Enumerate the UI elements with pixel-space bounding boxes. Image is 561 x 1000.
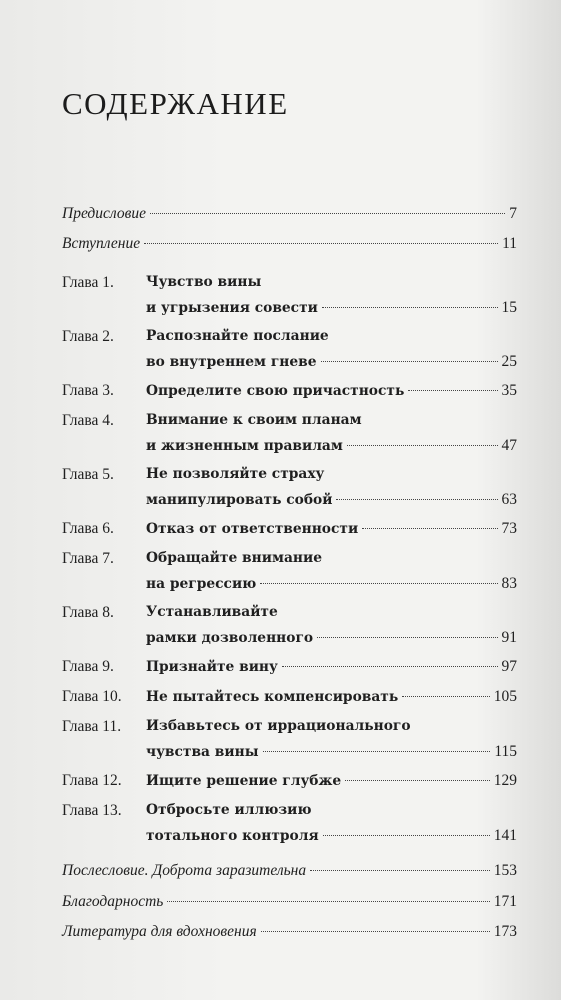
dot-leader [144,243,498,244]
chapter-title-line [146,654,517,680]
chapter-title [146,798,517,849]
chapter-title-text: Отказ от ответственности [146,521,359,537]
toc-chapter-entry[interactable] [62,270,517,320]
toc-chapter-entry[interactable] [62,714,517,764]
chapter-title-line [146,571,517,597]
chapter-title-line [146,295,517,321]
chapter-title [146,684,517,710]
chapter-title-text: Обращайте внимание [146,550,322,566]
chapter-title-text: рамки дозволенного [146,630,314,646]
dot-leader [261,931,490,932]
chapter-title [146,462,517,513]
chapter-title-line [146,714,517,739]
dot-leader [317,637,497,638]
dot-leader [345,780,490,781]
chapter-title-text: Чувство вины [146,274,262,290]
toc-page-number: 73 [501,520,517,537]
chapter-title-line [146,349,517,375]
toc-page-number: 115 [494,743,517,760]
dot-leader [150,213,505,214]
toc-chapter-entry[interactable] [62,378,517,403]
chapter-title-line [146,546,517,571]
chapter-title [146,324,517,375]
toc-chapter-entry[interactable] [62,462,517,512]
toc-entry-line [62,889,517,914]
toc-entry[interactable] [62,858,517,883]
chapter-title-text: Внимание к своим планам [146,412,362,428]
chapter-number: Глава 6. [62,520,114,537]
chapter-title-text: чувства вины [146,744,259,760]
toc-chapter-entry[interactable] [62,600,517,650]
chapter-title [146,516,517,542]
toc-entry-line [62,919,517,944]
dot-leader [408,390,497,391]
chapter-title [146,654,517,680]
toc-page-number: 35 [501,382,517,399]
chapter-title-text: на регрессию [146,576,257,592]
chapter-title [146,714,517,765]
toc-page-number: 153 [493,862,517,879]
chapter-title-text: Избавьтесь от иррационального [146,718,411,734]
dot-leader [321,361,498,362]
chapter-title-text: Ищите решение глубже [146,773,342,789]
dot-leader [282,666,498,667]
chapter-number: Глава 7. [62,550,114,567]
chapter-title-line [146,798,517,823]
chapter-number: Глава 9. [62,658,114,675]
toc-entry-line [62,201,517,226]
dot-leader [310,870,490,871]
toc-page-number: 97 [501,658,517,675]
toc-page-number: 173 [493,923,517,940]
chapter-title-text: Не позволяйте страху [146,466,325,482]
toc-entry-label: Вступление [62,235,141,252]
toc-chapter-entry[interactable] [62,684,517,709]
chapter-title-line [146,462,517,487]
toc-page-number: 171 [493,893,517,910]
chapter-title-line [146,684,517,710]
toc-entry-line [62,858,517,883]
chapter-title [146,768,517,794]
chapter-title [146,378,517,404]
chapter-title-text: во внутреннем гневе [146,354,317,370]
chapter-number: Глава 8. [62,604,114,621]
toc-entry[interactable] [62,231,517,256]
chapter-number: Глава 3. [62,382,114,399]
toc-chapter-entry[interactable] [62,324,517,374]
toc-page-number: 129 [493,772,517,789]
chapter-number: Глава 11. [62,718,122,735]
toc-page-number: 7 [509,205,517,222]
toc-page-number: 63 [501,491,517,508]
chapter-title-text: Отбросьте иллюзию [146,802,312,818]
chapter-title-text: тотального контроля [146,828,319,844]
toc-chapter-entry[interactable] [62,516,517,541]
dot-leader [260,583,497,584]
toc-chapter-entry[interactable] [62,546,517,596]
toc-chapter-entry[interactable] [62,798,517,848]
toc-entry-label: Предисловие [62,205,146,222]
toc-page-number: 25 [501,353,517,370]
dot-leader [263,751,491,752]
dot-leader [347,445,498,446]
toc-entry[interactable] [62,889,517,914]
toc-entry-label: Послесловие. Доброта заразительна [62,862,307,879]
chapter-title-line [146,600,517,625]
toc-page-number: 105 [493,688,517,705]
chapter-title-line [146,270,517,295]
dot-leader [336,499,497,500]
chapter-title-line [146,516,517,542]
chapter-number: Глава 10. [62,688,122,705]
chapter-number: Глава 12. [62,772,122,789]
chapter-title-line [146,433,517,459]
chapter-title-line [146,739,517,765]
chapter-number: Глава 13. [62,802,122,819]
toc-chapter-entry[interactable] [62,408,517,458]
toc-chapter-entry[interactable] [62,654,517,679]
chapter-title-line [146,823,517,849]
chapter-title-text: Устанавливайте [146,604,278,620]
toc-entry[interactable] [62,919,517,944]
chapter-title-line [146,324,517,349]
toc-entry[interactable] [62,201,517,226]
toc-entry-line [62,231,517,256]
chapter-title-text: и угрызения совести [146,300,318,316]
chapter-number: Глава 2. [62,328,114,345]
toc-page-number: 141 [493,827,517,844]
chapter-title-text: манипулировать собой [146,492,333,508]
chapter-title-text: Определите свою причастность [146,383,405,399]
chapter-title-line [146,487,517,513]
chapter-title [146,546,517,597]
chapter-title [146,408,517,459]
page-title: СОДЕРЖАНИЕ [62,86,289,121]
chapter-title-text: и жизненным правилам [146,438,343,454]
chapter-title [146,600,517,651]
toc-page-number: 83 [501,575,517,592]
toc-entry-label: Благодарность [62,893,164,910]
toc-page-number: 15 [501,299,517,316]
dot-leader [322,307,498,308]
dot-leader [167,901,489,902]
chapter-title-text: Распознайте послание [146,328,329,344]
toc-page-number: 91 [501,629,517,646]
chapter-title-line [146,625,517,651]
toc-page-number: 11 [502,235,517,252]
dot-leader [362,528,497,529]
toc-chapter-entry[interactable] [62,768,517,793]
chapter-title-line [146,378,517,404]
dot-leader [402,696,490,697]
chapter-title-text: Признайте вину [146,659,278,675]
chapter-number: Глава 4. [62,412,114,429]
chapter-number: Глава 5. [62,466,114,483]
chapter-title-text: Не пытайтесь компенсировать [146,689,399,705]
chapter-title-line [146,768,517,794]
toc-page-number: 47 [501,437,517,454]
chapter-number: Глава 1. [62,274,114,291]
chapter-title-line [146,408,517,433]
dot-leader [323,835,490,836]
toc-entry-label: Литература для вдохновения [62,923,257,940]
chapter-title [146,270,517,321]
